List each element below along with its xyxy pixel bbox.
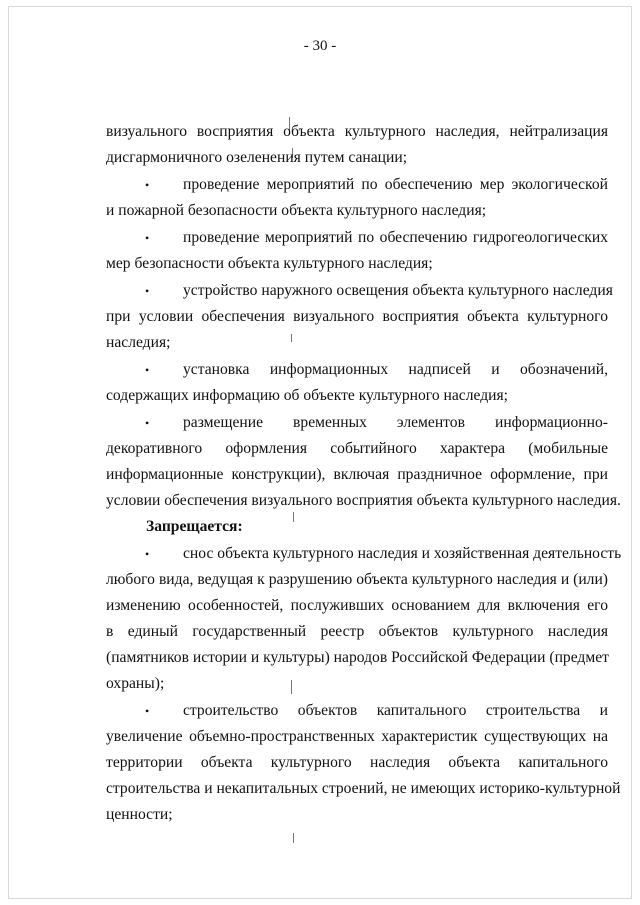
bullet-icon: •: [145, 178, 150, 192]
text-line: снос объекта культурного наследия и хозяйственная деятельность: [183, 545, 622, 562]
bullet-icon: •: [145, 231, 150, 245]
section-heading: Запрещается:: [146, 518, 243, 535]
text-line: строительства и некапитальных строений, не имеющих историко-культурной: [106, 780, 621, 797]
text-line: проведение мероприятий по обеспечению мер экологической: [183, 176, 608, 193]
text-line: условии обеспечения визуального восприятия объекта культурного наследия.: [106, 492, 621, 509]
text-line: декоративного оформления событийного характера (мобильные: [106, 440, 608, 457]
text-line: при условии обеспечения визуального восприятия объекта культурного: [106, 308, 608, 325]
text-line: увеличение объемно-пространственных характеристик существующих на: [106, 728, 608, 745]
text-line: наследия;: [106, 334, 171, 351]
text-line: проведение мероприятий по обеспечению гидрогеологических: [183, 229, 608, 246]
text-line: и пожарной безопасности объекта культурного наследия;: [106, 202, 487, 219]
bullet-icon: •: [145, 416, 150, 430]
text-line: (памятников истории и культуры) народов Российской Федерации (предмет: [106, 649, 609, 666]
text-line: ценности;: [106, 806, 173, 823]
page-number: - 30 -: [303, 38, 337, 54]
scan-artifact: [293, 833, 294, 843]
text-line: изменению особенностей, послуживших основанием для включения его: [106, 597, 608, 614]
bullet-icon: •: [145, 547, 150, 561]
text-line: информационные конструкции), включая праздничное оформление, при: [106, 466, 608, 483]
text-line: мер безопасности объекта культурного наследия;: [106, 255, 433, 272]
text-line: размещение временных элементов информационно-: [183, 414, 608, 431]
bullet-icon: •: [145, 363, 150, 377]
bullet-icon: •: [145, 284, 150, 298]
text-line: установка информационных надписей и обозначений,: [183, 361, 608, 378]
text-line: визуального восприятия объекта культурного наследия, нейтрализация: [106, 123, 608, 140]
text-line: охраны);: [106, 675, 165, 692]
bullet-icon: •: [145, 704, 150, 718]
text-line: территории объекта культурного наследия объекта капитального: [106, 754, 608, 771]
text-line: в единый государственный реестр объектов культурного наследия: [106, 623, 608, 640]
text-line: строительство объектов капитального строительства и: [183, 702, 608, 719]
text-line: содержащих информацию об объекте культурного наследия;: [106, 387, 508, 404]
text-line: любого вида, ведущая к разрушению объекта культурного наследия и (или): [106, 571, 608, 588]
text-line: дисгармоничного озеленения путем санации;: [106, 149, 408, 166]
text-line: устройство наружного освещения объекта культурного наследия: [183, 282, 613, 299]
